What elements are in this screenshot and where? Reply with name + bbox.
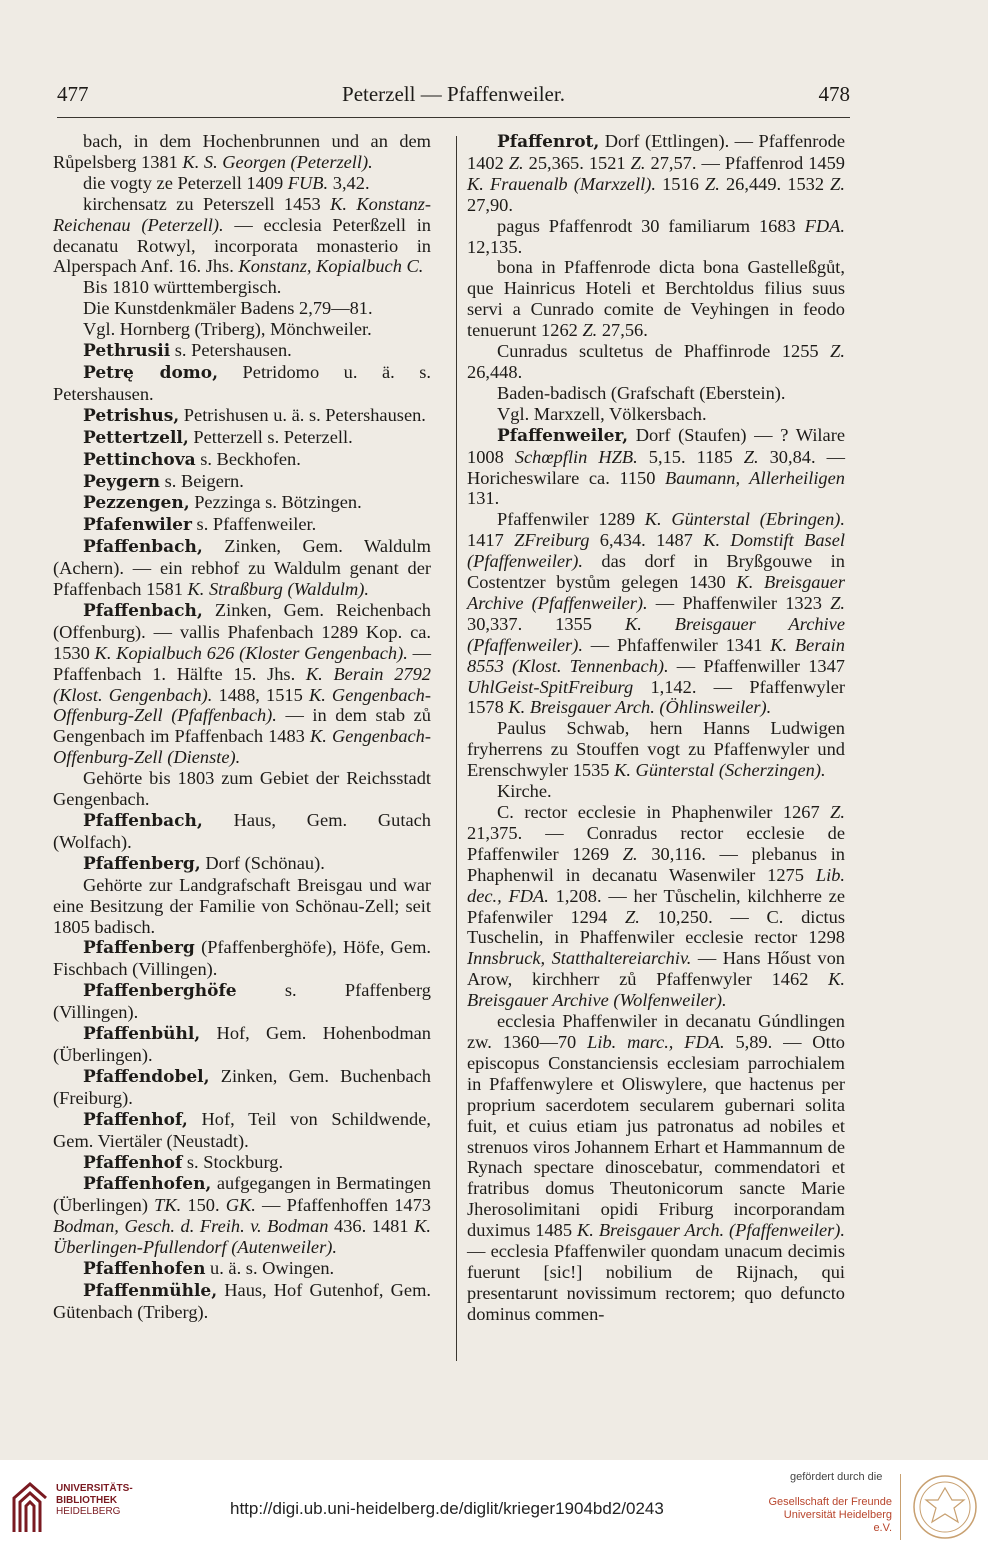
entry-paragraph bbox=[53, 600, 431, 768]
citation: GK. bbox=[225, 1195, 256, 1216]
sponsor-name-line: Universität Heidelberg e.V. bbox=[783, 1509, 892, 1534]
entry-paragraph bbox=[53, 514, 431, 536]
headword: Pfaffenbach, bbox=[83, 600, 203, 621]
entry-text: s. Beckhofen. bbox=[195, 448, 301, 469]
citation: K. Überlingen-Pfullendorf (Autenweiler). bbox=[53, 1216, 431, 1258]
sponsor-name bbox=[764, 1496, 892, 1535]
entry-text: 3,42. bbox=[328, 172, 370, 193]
entry-text: Vgl. Marxzell, Völkersbach. bbox=[497, 403, 707, 424]
entry-paragraph bbox=[53, 298, 431, 319]
entry-paragraph bbox=[53, 853, 431, 875]
entry-paragraph bbox=[53, 319, 431, 340]
headword: Pfaffenberg, bbox=[83, 853, 201, 874]
headword: Pethrusii bbox=[83, 341, 171, 362]
headword: Pfaffenbach, bbox=[83, 811, 203, 831]
headword: Pfaffenberg bbox=[83, 938, 195, 959]
entry-text: 30,116. — plebanus in Phaphenwil in decanatu Wasenwiler 1275 bbox=[467, 843, 845, 885]
citation: Bodman, Gesch. d. Freih. v. Bodman bbox=[53, 1216, 329, 1237]
entry-paragraph bbox=[53, 1066, 431, 1109]
entry-text: 1417 bbox=[467, 530, 515, 551]
entry-text: 1516 bbox=[655, 173, 706, 194]
library-name bbox=[56, 1483, 133, 1518]
entry-paragraph bbox=[467, 404, 845, 425]
entry-paragraph bbox=[467, 341, 845, 383]
entry-text: 5,89. — Otto episcopus Constanciensis ecclesiam parrochialem in Pfaffenwylere et Oliswylere, que hactenus per proprium sacerdotem secularem gubernari solita fuit, et cuius etiam jus patronatus ad nobiles et strenuos viros Johannem Erhart et Hammannum de Rynach spectare dinoscebatur, commendatori et fratribus domus Theutonicorum sancte Marie Jherosolimitani opidi Friburg incorporandam duximus 1485 bbox=[467, 1031, 845, 1241]
entry-text: Gehörte zur Landgrafschaft Breisgau und war eine Besitzung der Familie von Schönau-Zell; seit 1805 badisch. bbox=[53, 874, 431, 937]
entry-paragraph bbox=[53, 471, 431, 493]
entry-text: Cunradus scultetus de Phaffinrode 1255 bbox=[497, 341, 831, 362]
entry-paragraph bbox=[53, 277, 431, 298]
entry-text: Zinken, Gem. Reichenbach (Offenburg). — vallis Phafenbach 1289 Kop. ca. 1530 bbox=[53, 599, 431, 663]
headword: Pfaffenmühle, bbox=[83, 1280, 218, 1301]
entry-paragraph bbox=[53, 405, 431, 427]
citation: K. Kopialbuch 626 (Kloster Gengenbach). bbox=[94, 642, 408, 663]
entry-paragraph bbox=[53, 131, 431, 173]
headword: Pfaffenhofen, bbox=[83, 1174, 212, 1195]
entry-text: Petrishusen u. ä. s. Petershausen. bbox=[179, 404, 426, 425]
citation: Z. bbox=[582, 320, 598, 341]
entry-text: Gehörte bis 1803 zum Gebiet der Reichsstadt Gengenbach. bbox=[53, 768, 431, 810]
headword: Pfaffenhof, bbox=[83, 1109, 188, 1130]
ub-heidelberg-logo-icon bbox=[10, 1480, 50, 1536]
citation: Z. bbox=[624, 906, 640, 927]
entry-text: 27,56. bbox=[597, 320, 648, 341]
entry-text: s. Stockburg. bbox=[182, 1151, 284, 1172]
entry-text: — Pfaffenhoffen 1473 bbox=[255, 1195, 431, 1216]
entry-paragraph bbox=[467, 257, 845, 341]
citation: K. Gengenbach-Offenburg-Zell (Dienste). bbox=[53, 726, 432, 768]
entry-paragraph bbox=[53, 1109, 431, 1152]
entry-paragraph bbox=[53, 362, 431, 405]
citation: Schœpflin HZB. bbox=[514, 446, 638, 467]
entry-text: — Hans Hőust von Arow, kirchherr zů Pfaffenwyler 1462 bbox=[467, 948, 845, 990]
entry-text: 10,250. — C. dictus Tuschelin, in Phaffenwiler ecclesie rector 1298 bbox=[467, 906, 845, 948]
entry-paragraph bbox=[53, 1023, 431, 1066]
entry-paragraph bbox=[467, 718, 845, 781]
entry-text: — Pfaffenwiller 1347 bbox=[668, 655, 845, 676]
entry-text: Baden-badisch (Grafschaft (Eberstein). bbox=[497, 382, 786, 403]
citation: Z. bbox=[508, 152, 524, 173]
citation: K. Breisgauer Arch. (Öhlinsweiler). bbox=[508, 697, 772, 718]
citation: K. Breisgauer Archive (Wolfenweiler). bbox=[467, 969, 845, 1011]
citation: K. Günterstal (Scherzingen). bbox=[614, 760, 826, 781]
right-column bbox=[467, 131, 845, 1325]
page-number-right: 478 bbox=[818, 82, 850, 106]
entry-text: 30,84. — Horicheswilare ca. 1150 bbox=[467, 446, 845, 488]
entry-text: Zinken, Gem. Waldulm (Achern). — ein rebhof zu Waldulm genant der Pfaffenbach 1581 bbox=[53, 536, 431, 600]
entry-text: 12,135. bbox=[467, 236, 523, 257]
entry-text: u. ä. s. Owingen. bbox=[205, 1258, 335, 1279]
entry-text: 27,90. bbox=[467, 194, 513, 215]
entry-text: 6,434. 1487 bbox=[589, 530, 704, 551]
headword: Peygern bbox=[83, 471, 161, 492]
entry-text: 1488, 1515 bbox=[212, 684, 309, 705]
entry-text: 21,375. — Conradus rector ecclesie de Pfaffenwiler 1269 bbox=[467, 822, 845, 864]
entry-text: bona in Pfaffenrode dicta bona Gastelleßgůt, que Hainricus Hoteli et Berchtoldus filius suus servi a Cunrado comite de Veyhingen in feodo tenuerunt 1262 bbox=[467, 257, 845, 341]
entry-paragraph bbox=[53, 173, 431, 194]
entry-text: pagus Pfaffenrodt 30 familiarum 1683 bbox=[497, 215, 805, 236]
headword: Petrishus, bbox=[83, 405, 180, 426]
entry-paragraph bbox=[53, 427, 431, 449]
citation: K. S. Georgen (Peterzell). bbox=[182, 151, 373, 172]
entry-paragraph bbox=[467, 509, 845, 718]
library-name-line: UNIVERSITÄTS- bbox=[56, 1483, 133, 1494]
citation: FDA. bbox=[804, 215, 845, 236]
entry-text: Pezzinga s. Bötzingen. bbox=[189, 492, 362, 513]
headword: Pfaffenrot, bbox=[497, 132, 600, 152]
entry-paragraph bbox=[53, 492, 431, 514]
citation: K. Gengenbach-Offenburg-Zell (Pfaffenbach). bbox=[53, 684, 432, 726]
entry-text: 150. bbox=[181, 1195, 226, 1216]
library-name-line: BIBLIOTHEK bbox=[56, 1494, 118, 1506]
citation: Lib. marc., FDA. bbox=[587, 1031, 725, 1052]
sponsor-name-line: Gesellschaft der Freunde bbox=[768, 1496, 892, 1508]
entry-text: — ecclesia Pfaffenwiler quondam unacum decimis fuerunt [sic!] nobilium de Rijnach, qui presentarunt novissimum rectorem; quo defuncto dominus commen- bbox=[467, 1241, 845, 1324]
left-column bbox=[53, 131, 431, 1323]
university-seal-icon bbox=[912, 1474, 978, 1540]
entry-text: das dorf in Bryßgouwe in Costentzer bystům gelegen 1430 bbox=[467, 551, 845, 593]
citation: ZFreiburg bbox=[514, 530, 590, 551]
citation: K. Straßburg (Waldulm). bbox=[187, 579, 370, 600]
entry-text: Haus, Hof Gutenhof, Gem. Gütenbach (Triberg). bbox=[53, 1279, 431, 1322]
entry-paragraph bbox=[53, 1152, 431, 1174]
entry-text: Hof, Gem. Hohenbodman (Überlingen). bbox=[53, 1023, 431, 1065]
entry-text: — ecclesia Peterßzell in decanatu Rotwyl, incorporata monasterio in Alperspach Anf. 16. Jhs. bbox=[53, 214, 431, 277]
entry-paragraph bbox=[53, 1280, 431, 1323]
entry-paragraph bbox=[53, 768, 431, 810]
entry-text: — Phaffenwiler 1323 bbox=[647, 592, 831, 613]
entry-text: bach, in dem Hochenbrunnen und an dem Růpelsberg 1381 bbox=[53, 131, 431, 172]
entry-paragraph bbox=[467, 781, 845, 802]
entry-text: (Pfaffenberghöfe), Höfe, Gem. Fischbach (Villingen). bbox=[53, 937, 431, 980]
citation: Innsbruck, Statthaltereiarchiv. bbox=[467, 948, 692, 969]
entry-paragraph bbox=[53, 1258, 431, 1280]
entry-text: 436. 1481 bbox=[328, 1216, 415, 1237]
entry-paragraph bbox=[467, 216, 845, 258]
header-rule bbox=[57, 117, 850, 118]
entry-paragraph bbox=[467, 425, 845, 510]
running-title: Peterzell — Pfaffenweiler. bbox=[342, 82, 565, 106]
entry-text: Bis 1810 württembergisch. bbox=[83, 277, 282, 298]
page-number-left: 477 bbox=[57, 82, 89, 106]
entry-paragraph bbox=[53, 1173, 431, 1258]
entry-text: 1,208. — her Tůschelin, kilchherre ze Pfafenwiler 1294 bbox=[467, 885, 845, 927]
entry-text: Dorf (Schönau). bbox=[200, 852, 325, 873]
entry-paragraph bbox=[53, 194, 431, 278]
citation: Z. bbox=[743, 446, 759, 467]
citation: K. Domstift Basel (Pfaffenweiler). bbox=[467, 530, 845, 572]
citation: K. Berain 8553 (Klost. Tennenbach). bbox=[467, 634, 845, 676]
citation: Z. bbox=[830, 173, 845, 194]
running-header bbox=[57, 82, 850, 112]
column-divider bbox=[456, 136, 457, 1361]
citation: Lib. dec., FDA. bbox=[467, 864, 845, 906]
entry-text: s. Beigern. bbox=[160, 470, 244, 491]
headword: Pfaffenhof bbox=[83, 1152, 183, 1173]
entry-text: 131. bbox=[467, 488, 500, 509]
entry-text: die vogty ze Peterzell 1409 bbox=[83, 172, 288, 193]
entry-paragraph bbox=[53, 810, 431, 853]
digital-library-footer bbox=[0, 1460, 988, 1550]
entry-text: Kirche. bbox=[497, 781, 552, 802]
entry-text: 30,337. 1355 bbox=[467, 613, 625, 634]
entry-text: ecclesia Phaffenwiler in decanatu Gúndlingen zw. 1360—70 bbox=[467, 1011, 845, 1052]
entry-text: Hof, Teil von Schildwende, Gem. Viertäler (Neustadt). bbox=[53, 1108, 431, 1151]
headword: Pfaffendobel, bbox=[83, 1066, 210, 1087]
headword: Pfaffenberghöfe bbox=[83, 981, 237, 1002]
entry-text: Die Kunstdenkmäler Badens 2,79—81. bbox=[83, 298, 373, 319]
entry-text: Petridomo u. ä. s. Petershausen. bbox=[53, 361, 431, 404]
entry-text: 26,448. bbox=[467, 361, 523, 382]
entry-paragraph bbox=[467, 1011, 845, 1325]
entry-text: s. Pfaffenberg (Villingen). bbox=[53, 980, 431, 1023]
citation: K. Berain 2792 (Klost. Gengenbach). bbox=[53, 663, 431, 705]
sponsor-divider bbox=[900, 1474, 901, 1540]
citation: Baumann, Allerheiligen bbox=[665, 467, 845, 488]
entry-text: Petterzell s. Peterzell. bbox=[188, 426, 353, 447]
citation: Z. bbox=[830, 341, 845, 362]
citation: K. Konstanz-Reichenau (Peterzell). bbox=[53, 193, 431, 235]
citation: K. Frauenalb (Marxzell). bbox=[467, 173, 656, 194]
entry-text: aufgegangen in Bermatingen (Überlingen) bbox=[53, 1173, 431, 1216]
headword: Pfaffenhofen bbox=[83, 1259, 206, 1280]
headword: Petrę domo, bbox=[83, 362, 219, 383]
entry-text: 27,57. — Pfaffenrod 1459 bbox=[645, 152, 846, 173]
entry-paragraph bbox=[53, 536, 431, 600]
citation: FUB. bbox=[287, 172, 329, 193]
headword: Pezzengen, bbox=[83, 493, 190, 514]
citation: Z. bbox=[630, 152, 646, 173]
entry-paragraph bbox=[53, 340, 431, 362]
citation: Z. bbox=[830, 592, 846, 613]
citation: UhlGeist-SpitFreiburg bbox=[467, 676, 634, 697]
entry-text: Haus, Gem. Gutach (Wolfach). bbox=[53, 810, 431, 852]
headword: Pfaffenweiler, bbox=[497, 425, 629, 446]
citation: Z. bbox=[830, 802, 845, 822]
headword: Pettertzell, bbox=[83, 427, 189, 448]
entry-text: Pfaffenwiler 1289 bbox=[497, 509, 645, 530]
entry-text: 1,142. — Pfaffenwyler 1578 bbox=[467, 676, 845, 718]
headword: Pfaffenbühl, bbox=[83, 1024, 201, 1045]
entry-text: Dorf (Ettlingen). — Pfaffenrode 1402 bbox=[467, 131, 845, 173]
headword: Pfafenwiler bbox=[83, 515, 192, 536]
entry-text: Dorf (Staufen) — ? Wilare 1008 bbox=[467, 424, 845, 467]
citation: TK. bbox=[154, 1195, 182, 1216]
entry-text: — Pfaffenbach 1. Hälfte 15. Jhs. bbox=[53, 642, 431, 684]
entry-text: C. rector ecclesie in Phaphenwiler 1267 bbox=[497, 802, 831, 822]
entry-text: Vgl. Hornberg (Triberg), Mönchweiler. bbox=[83, 319, 372, 340]
citation: K. Breisgauer Arch. (Pfaffenweiler). bbox=[577, 1220, 845, 1241]
entry-text: 26,449. 1532 bbox=[719, 173, 831, 194]
entry-text: Paulus Schwab, hern Hanns Ludwigen fryherrens zu Stouffen vogt zu Pfaffenwyler und Erenschwyler 1535 bbox=[467, 718, 845, 781]
entry-text: 5,15. 1185 bbox=[637, 446, 744, 467]
sponsor-label: gefördert durch die bbox=[790, 1471, 883, 1483]
citation: Z. bbox=[705, 173, 720, 194]
entry-paragraph bbox=[467, 383, 845, 404]
permalink-url[interactable]: http://digi.ub.uni-heidelberg.de/diglit/krieger1904bd2/0243 bbox=[230, 1499, 664, 1518]
citation: K. Breisgauer Archive (Pfaffenweiler). bbox=[467, 613, 845, 655]
entry-paragraph bbox=[53, 875, 431, 938]
library-name-line: HEIDELBERG bbox=[56, 1506, 121, 1517]
entry-paragraph bbox=[53, 937, 431, 980]
entry-text: s. Pfaffenweiler. bbox=[191, 514, 317, 535]
entry-text: 25,365. 1521 bbox=[523, 152, 631, 173]
entry-text: s. Petershausen. bbox=[170, 340, 292, 361]
entry-text: — Phfaffenwiler 1341 bbox=[582, 634, 771, 655]
entry-paragraph bbox=[467, 802, 845, 1011]
entry-paragraph bbox=[53, 980, 431, 1023]
entry-text: Zinken, Gem. Buchenbach (Freiburg). bbox=[53, 1065, 431, 1108]
entry-text: — in dem stab zů Gengenbach im Pfaffenbach 1483 bbox=[53, 705, 431, 747]
citation: K. Breisgauer Archive (Pfaffenweiler). bbox=[467, 572, 845, 613]
entry-paragraph bbox=[53, 449, 431, 471]
citation: Konstanz, Kopialbuch C. bbox=[238, 256, 424, 277]
headword: Pfaffenbach, bbox=[83, 537, 203, 558]
citation: K. Günterstal (Ebringen). bbox=[644, 509, 845, 530]
entry-text: kirchensatz zu Peterszell 1453 bbox=[83, 193, 331, 214]
headword: Pettinchova bbox=[83, 449, 196, 470]
citation: Z. bbox=[622, 843, 638, 864]
entry-paragraph bbox=[467, 131, 845, 216]
